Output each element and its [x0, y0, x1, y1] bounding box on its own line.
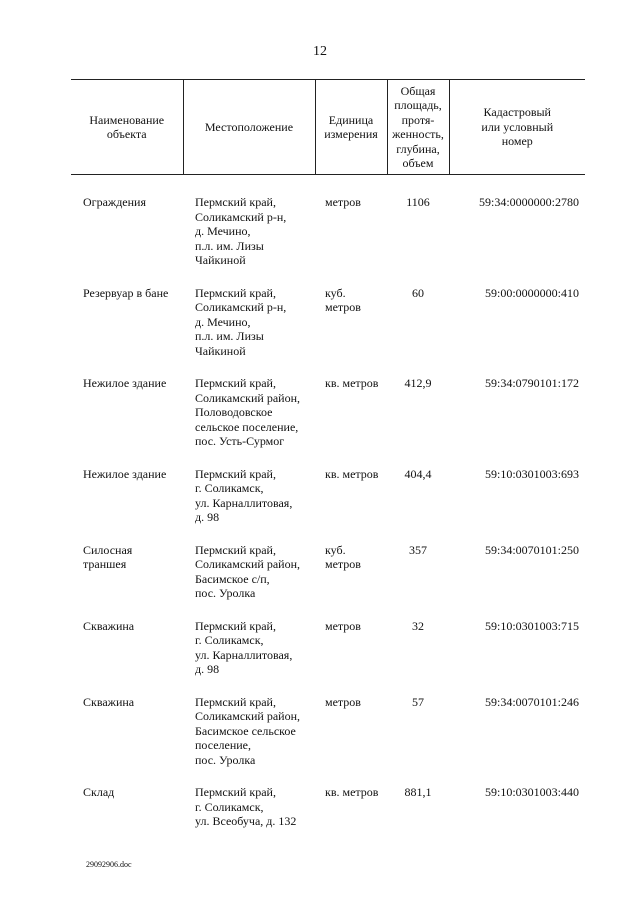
- header-unit: Единица измерения: [315, 80, 387, 175]
- table-row: [71, 785, 585, 829]
- header-cadastral: Кадастровый или условный номер: [449, 80, 585, 175]
- area-cell: 881,1: [404, 785, 432, 799]
- table-header-row: [71, 80, 585, 175]
- location-cell: Пермский край, Соликамский район, Басимское с/п, пос. Уролка: [195, 542, 300, 600]
- area-cell: 60: [412, 285, 424, 300]
- header-location: Местоположение: [183, 80, 315, 175]
- location-cell: Пермский край, Соликамский район, Басимское сельское поселение, пос. Уролка: [195, 694, 300, 767]
- unit-cell: метров: [325, 195, 361, 209]
- footer-filename: 29092906.doc: [86, 860, 132, 869]
- table-row: [71, 195, 585, 268]
- cadastral-number-cell: 59:10:0301003:440: [484, 785, 579, 799]
- row-spacer: [71, 767, 585, 785]
- location-cell: Пермский край, г. Соликамск, ул. Карналлитовая, д. 98: [195, 466, 293, 524]
- table-row: [71, 376, 585, 449]
- area-cell: 357: [409, 542, 427, 557]
- object-name-cell: Нежилое здание: [83, 376, 167, 390]
- property-table: [71, 79, 585, 829]
- cadastral-number-cell: 59:10:0301003:715: [484, 618, 579, 633]
- row-spacer: [71, 449, 585, 467]
- cadastral-number-cell: 59:34:0070101:246: [484, 694, 579, 709]
- unit-cell: кв. метров: [325, 376, 379, 390]
- cadastral-number-cell: 59:00:0000000:410: [484, 285, 579, 300]
- table-row: [71, 695, 585, 768]
- area-cell: 32: [412, 618, 424, 633]
- cadastral-number-cell: 59:34:0070101:250: [484, 542, 579, 557]
- object-name-cell: Скважина: [83, 618, 135, 633]
- area-cell: 404,4: [404, 466, 432, 481]
- area-cell: 412,9: [404, 376, 432, 390]
- table-row: [71, 543, 585, 601]
- header-area: Общая площадь, протя- женность, глубина, объем: [387, 80, 449, 175]
- page-number: 12: [313, 44, 327, 59]
- object-name-cell: Силосная траншея: [83, 542, 133, 571]
- cadastral-number-cell: 59:34:0000000:2780: [478, 195, 579, 209]
- location-cell: Пермский край, Соликамский р-н, д. Мечино, п.л. им. Лизы Чайкиной: [195, 195, 287, 267]
- location-cell: Пермский край, г. Соликамск, ул. Всеобуча, д. 132: [195, 785, 297, 828]
- location-cell: Пермский край, Соликамский район, Половодовское сельское поселение, пос. Усть-Сурмог: [195, 376, 300, 448]
- unit-cell: кв. метров: [325, 466, 379, 481]
- cadastral-number-cell: 59:34:0790101:172: [484, 376, 579, 390]
- location-cell: Пермский край, Соликамский р-н, д. Мечино, п.л. им. Лизы Чайкиной: [195, 285, 287, 358]
- unit-cell: метров: [325, 618, 361, 633]
- object-name-cell: Скважина: [83, 694, 135, 709]
- object-name-cell: Резервуар в бане: [83, 285, 169, 300]
- header-name: Наименование объекта: [71, 80, 183, 175]
- area-cell: 1106: [406, 195, 430, 209]
- table-row: [71, 467, 585, 525]
- table-row: [71, 286, 585, 359]
- row-spacer: [71, 358, 585, 376]
- row-spacer: [71, 525, 585, 543]
- object-name-cell: Склад: [83, 785, 115, 799]
- area-cell: 57: [412, 694, 424, 709]
- object-name-cell: Нежилое здание: [83, 466, 167, 481]
- unit-cell: метров: [325, 694, 361, 709]
- property-table-container: [71, 79, 585, 829]
- unit-cell: куб. метров: [325, 285, 361, 314]
- row-spacer: [71, 268, 585, 286]
- row-spacer: [71, 175, 585, 196]
- unit-cell: кв. метров: [325, 785, 379, 799]
- row-spacer: [71, 677, 585, 695]
- unit-cell: куб. метров: [325, 542, 361, 571]
- table-row: [71, 619, 585, 677]
- cadastral-number-cell: 59:10:0301003:693: [484, 466, 579, 481]
- object-name-cell: Ограждения: [83, 195, 146, 209]
- location-cell: Пермский край, г. Соликамск, ул. Карналлитовая, д. 98: [195, 618, 293, 676]
- row-spacer: [71, 601, 585, 619]
- table-body: [71, 175, 585, 829]
